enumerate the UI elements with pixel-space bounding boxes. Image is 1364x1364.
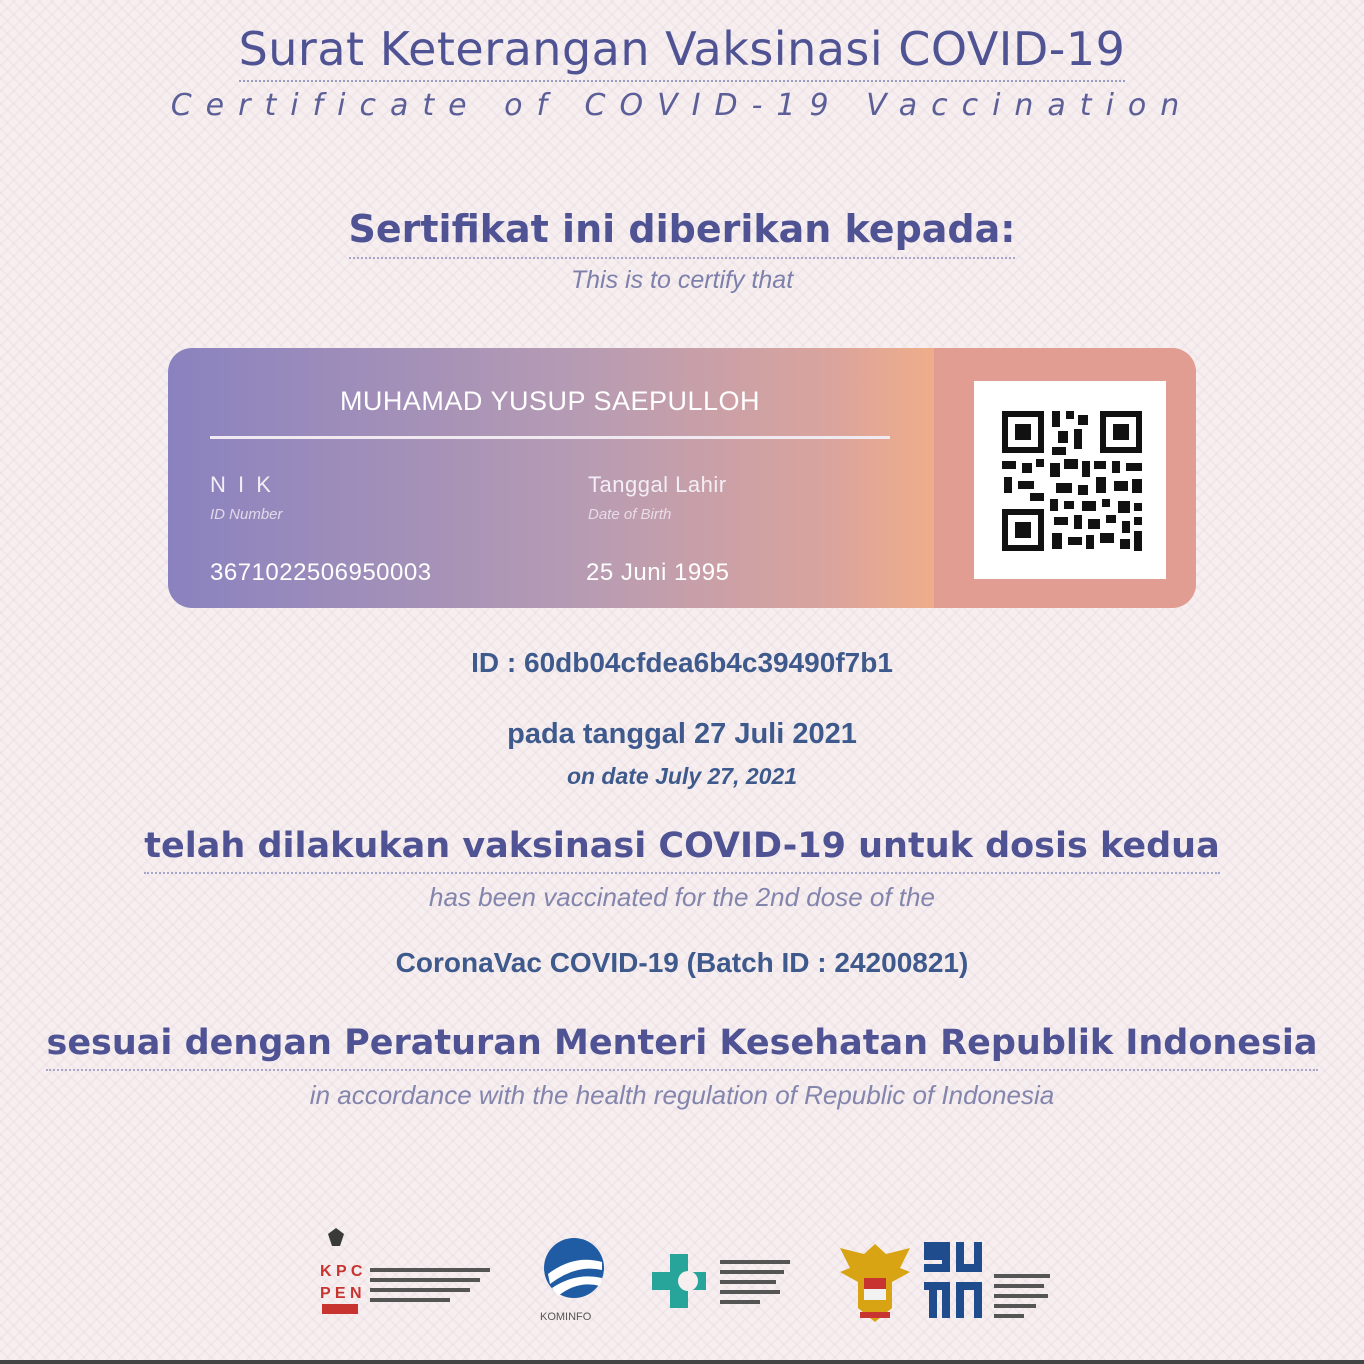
svg-text:KOMINFO: KOMINFO <box>540 1311 592 1323</box>
nik-sublabel: ID Number <box>210 506 283 523</box>
vaccine-name: CoronaVac COVID-19 (Batch ID : 24200821) <box>395 947 969 978</box>
nik-label: N I K <box>210 472 274 497</box>
regulation-statement: sesuai dengan Peraturan Menteri Kesehatan Republik Indonesia <box>0 1023 1364 1063</box>
dob-value: 25 Juni 1995 <box>586 559 730 586</box>
vaccination-statement-en: has been vaccinated for the 2nd dose of the <box>429 882 935 912</box>
dob-label: Tanggal Lahir <box>588 472 727 497</box>
given-to-heading: Sertifikat ini diberikan kepada: <box>0 207 1364 251</box>
regulation-statement-en: in accordance with the health regulation of Republic of Indonesia <box>309 1080 1055 1110</box>
dob-sublabel: Date of Birth <box>588 506 672 523</box>
bottom-border <box>0 1360 1364 1364</box>
name-divider <box>210 436 890 439</box>
nik-value: 3671022506950003 <box>210 559 432 586</box>
certificate-subtitle: Certificate of COVID-19 Vaccination <box>170 88 1194 123</box>
svg-text:P E N: P E N <box>320 1285 362 1302</box>
certificate-id: ID : 60db04cfdea6b4c39490f7b1 <box>471 647 893 678</box>
certificate-title: Surat Keterangan Vaksinasi COVID-19 <box>0 22 1364 76</box>
bumn-logo <box>920 1238 1054 1324</box>
kpcpen-logo <box>318 1226 498 1326</box>
garuda-emblem-icon <box>836 1238 914 1326</box>
vaccination-statement: telah dilakukan vaksinasi COVID-19 untuk dosis kedua <box>0 826 1364 866</box>
kemenkes-logo <box>648 1246 798 1326</box>
vaccination-date-en: on date July 27, 2021 <box>566 763 798 789</box>
vaccination-date-id: pada tanggal 27 Juli 2021 <box>507 718 857 750</box>
kominfo-logo <box>536 1234 620 1330</box>
certify-subheading: This is to certify that <box>570 266 794 294</box>
footer-logos <box>0 1220 1364 1330</box>
recipient-card <box>168 348 1196 608</box>
recipient-name: MUHAMAD YUSUP SAEPULLOH <box>339 386 761 416</box>
svg-text:K P C: K P C <box>320 1263 363 1280</box>
qr-code-icon[interactable] <box>974 381 1166 579</box>
